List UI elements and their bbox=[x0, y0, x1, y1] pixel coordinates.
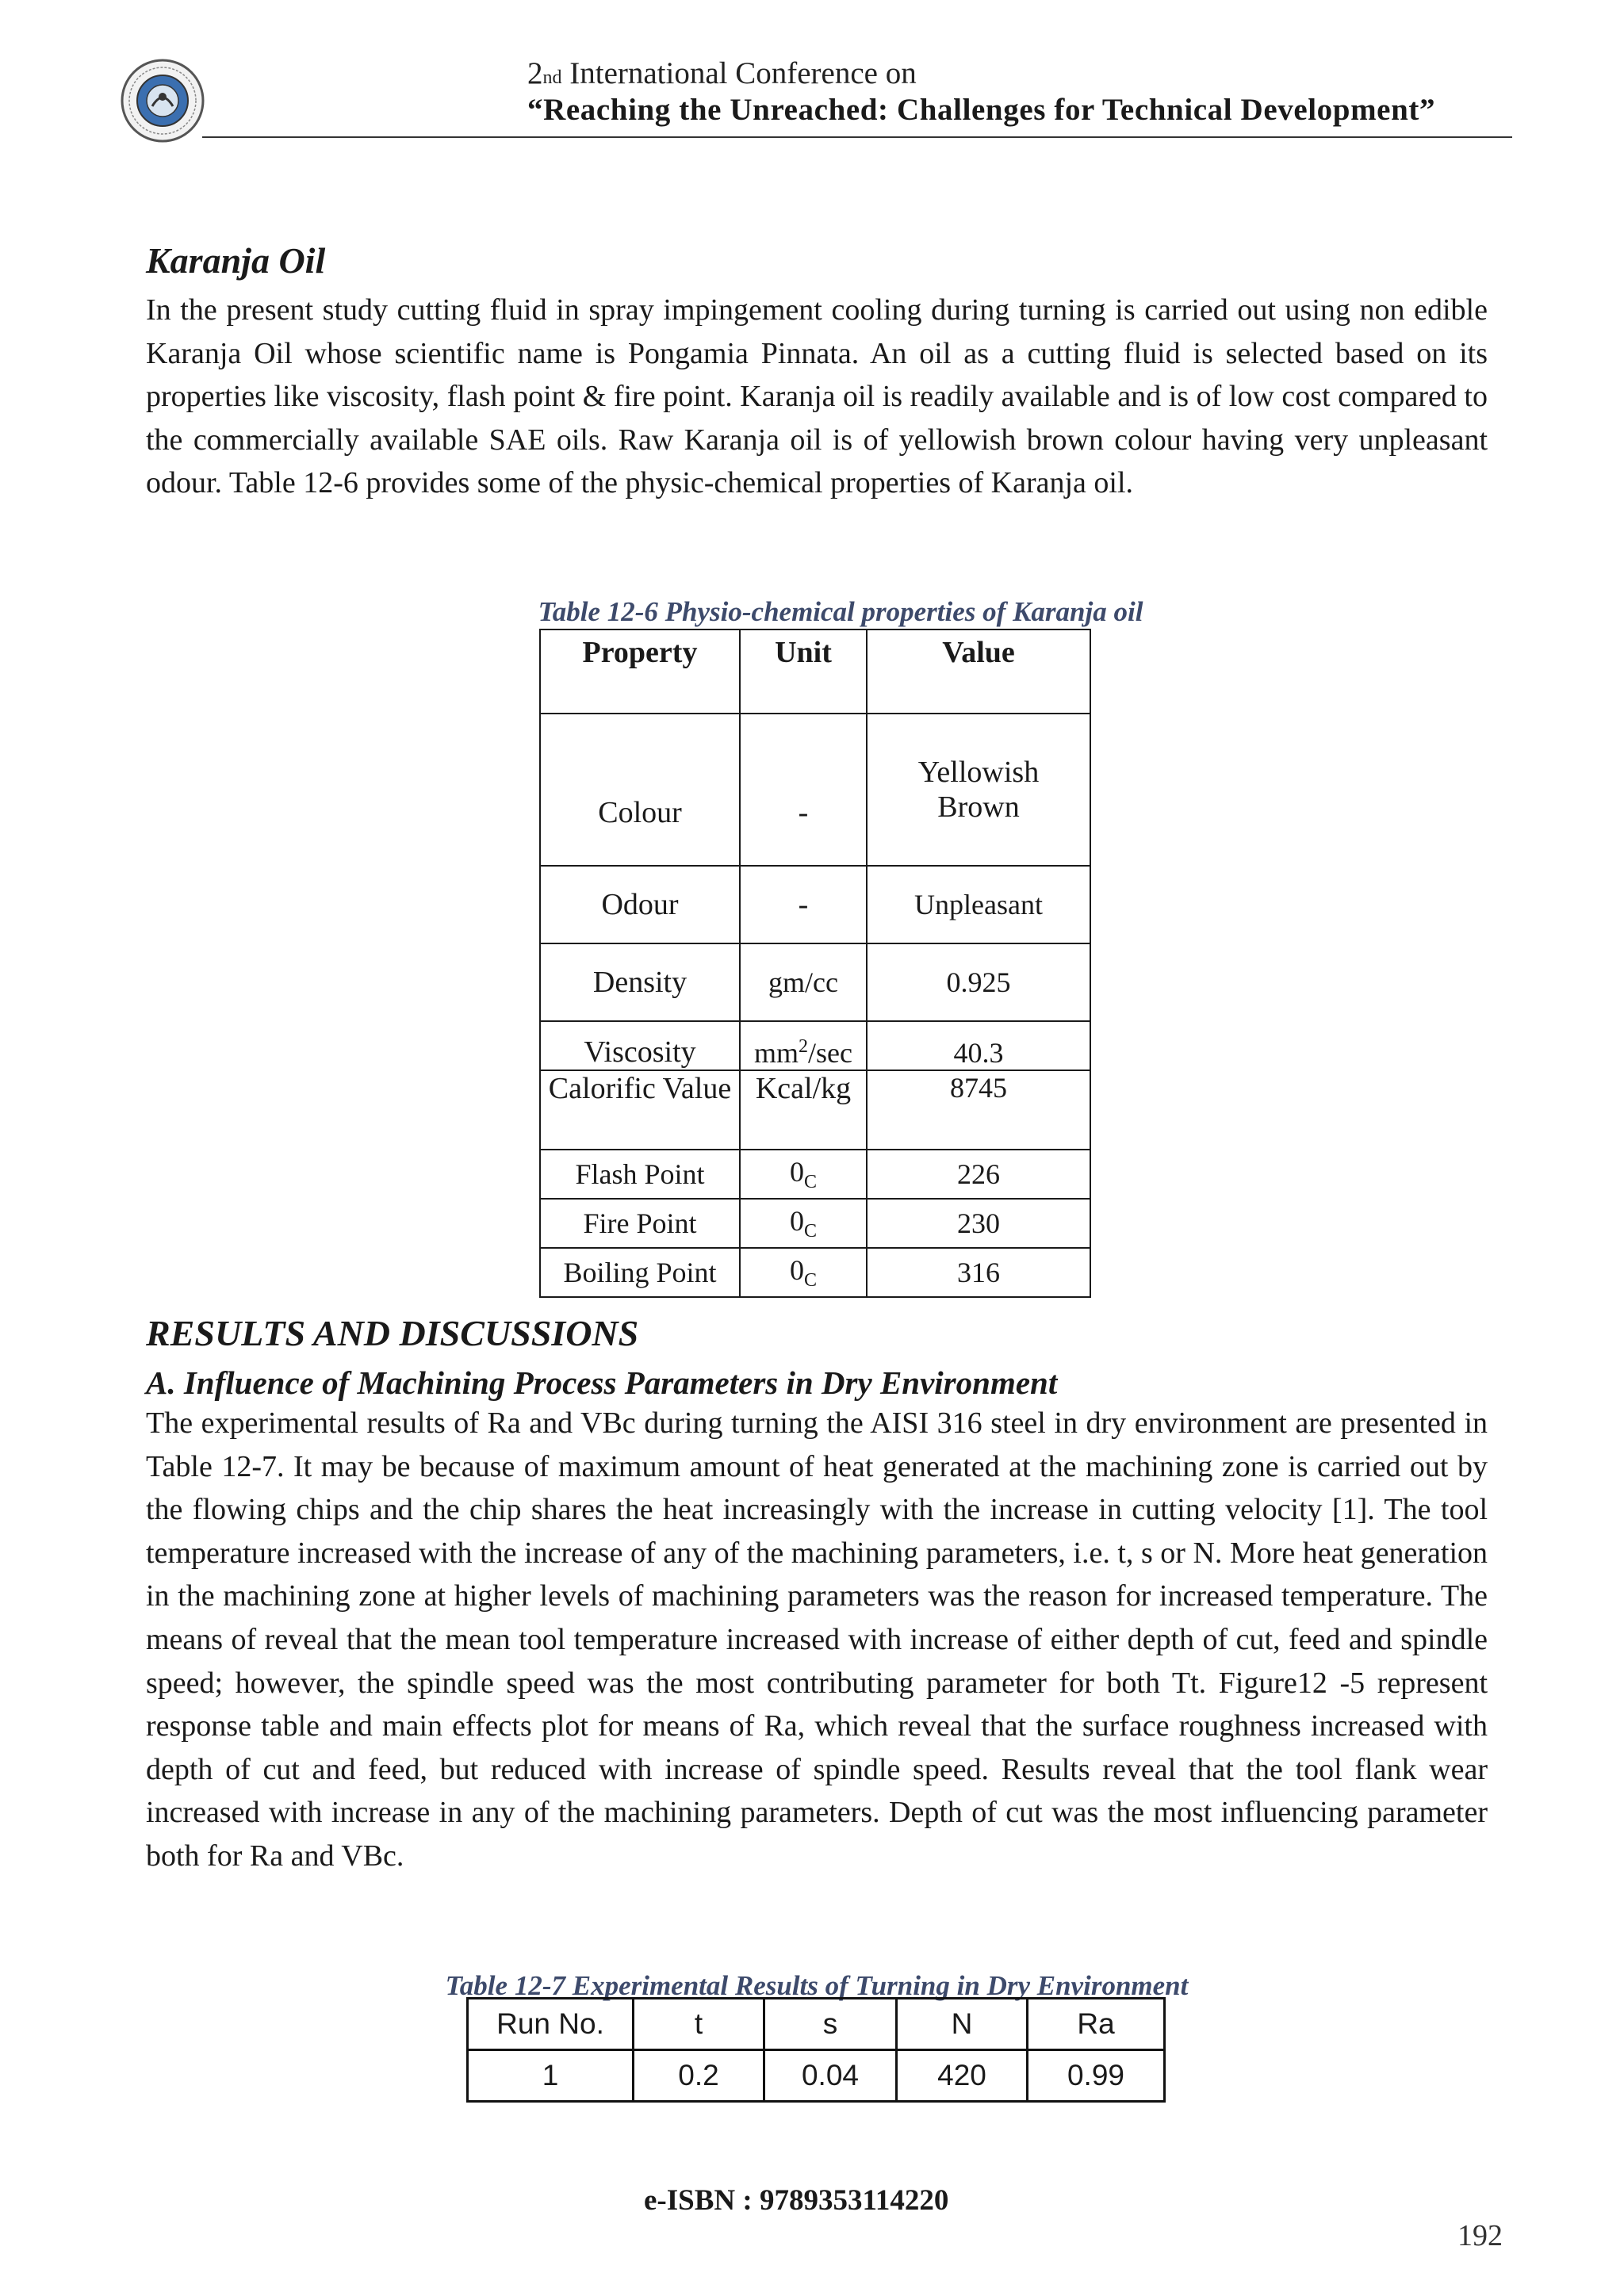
table2-caption: Table 12-7 Experimental Results of Turning in Dry Environment bbox=[445, 1970, 1189, 2001]
cell-run-no: 1 bbox=[468, 2050, 634, 2102]
cell-property: Fire Point bbox=[540, 1199, 740, 1248]
cell-unit: $0_C$ bbox=[740, 1199, 867, 1248]
table-header-row bbox=[468, 1999, 1165, 2050]
cell-ra: 0.99 bbox=[1028, 2050, 1165, 2102]
cell-value: Unpleasant bbox=[867, 866, 1090, 943]
header-rule bbox=[202, 136, 1512, 138]
properties-table bbox=[539, 629, 1091, 1298]
table-row bbox=[468, 2050, 1165, 2102]
cell-unit: gm/cc bbox=[740, 943, 867, 1021]
table-row bbox=[540, 1021, 1090, 1070]
table1-caption: Table 12-6 Physio-chemical properties of Karanja oil bbox=[538, 596, 1143, 627]
table-row bbox=[540, 714, 1090, 866]
cell-unit: $mm^2/\sec$ bbox=[740, 1021, 867, 1070]
header-t: t bbox=[634, 1999, 764, 2050]
cell-s: 0.04 bbox=[764, 2050, 897, 2102]
header-property: Property bbox=[540, 629, 740, 714]
cell-value: 230 bbox=[867, 1199, 1090, 1248]
section-heading-results: RESULTS AND DISCUSSIONS bbox=[146, 1313, 639, 1353]
page-number: 192 bbox=[1457, 2219, 1503, 2252]
cell-unit: - bbox=[740, 866, 867, 943]
section-heading-karanja-oil: Karanja Oil bbox=[146, 240, 326, 281]
karanja-paragraph: In the present study cutting fluid in spray impingement cooling during turning is carried out using non edible Karanja Oil whose scientific name is Pongamia Pinnata. An oil as a cutting fluid is selected based on its properties like viscosity, flash point & fire point. Karanja oil is readily available and is of low cost compared to the commercially available SAE oils. Raw Karanja oil is of yellowish brown colour having very unpleasant odour. Table 12-6 provides some of the physic-chemical properties of Karanja oil. bbox=[146, 293, 1488, 500]
cell-property: Odour bbox=[540, 866, 740, 943]
cell-value: Yellowish Brown bbox=[867, 714, 1090, 866]
cell-unit: - bbox=[740, 714, 867, 866]
table-row bbox=[540, 1248, 1090, 1297]
table-header-row bbox=[540, 629, 1090, 714]
table-row bbox=[540, 1199, 1090, 1248]
table-row bbox=[540, 1150, 1090, 1199]
header-s: s bbox=[764, 1999, 897, 2050]
table-row bbox=[540, 866, 1090, 943]
header-unit: Unit bbox=[740, 629, 867, 714]
footer-isbn: e-ISBN : 9789353114220 bbox=[644, 2184, 949, 2217]
cell-property: Calorific Value bbox=[540, 1070, 740, 1150]
table-row bbox=[540, 943, 1090, 1021]
cell-t: 0.2 bbox=[634, 2050, 764, 2102]
cell-property: Density bbox=[540, 943, 740, 1021]
header-value: Value bbox=[867, 629, 1090, 714]
cell-value: 0.925 bbox=[867, 943, 1090, 1021]
cell-unit: $0_C$ bbox=[740, 1248, 867, 1297]
conference-logo bbox=[119, 57, 206, 144]
cell-property: Boiling Point bbox=[540, 1248, 740, 1297]
cell-property: Flash Point bbox=[540, 1150, 740, 1199]
cell-value: 40.3 bbox=[867, 1021, 1090, 1070]
cell-property: Viscosity bbox=[540, 1021, 740, 1070]
cell-value: 226 bbox=[867, 1150, 1090, 1199]
conference-title-line1: 2nd International Conference on bbox=[527, 56, 917, 90]
ordinal-suffix: nd bbox=[542, 67, 562, 88]
cell-value: 8745 bbox=[867, 1070, 1090, 1150]
header-ra: Ra bbox=[1028, 1999, 1165, 2050]
conference-title-line2: “Reaching the Unreached: Challenges for Technical Development” bbox=[527, 93, 1436, 127]
cell-value: 316 bbox=[867, 1248, 1090, 1297]
experimental-results-table bbox=[466, 1997, 1166, 2103]
table-row bbox=[540, 1070, 1090, 1150]
results-paragraph: The experimental results of Ra and VBc during turning the AISI 316 steel in dry environment are presented in Table 12-7. It may be because of maximum amount of heat generated at the machining zone is carried out by the flowing chips and the chip shares the heat increasingly with the increase in cutting velocity [1]. The tool temperature increased with the increase of any of the machining parameters, i.e. t, s or N. More heat generation in the machining zone at higher levels of machining parameters was the reason for increased temperature. The means of reveal that the mean tool temperature increased with increase of either depth of cut, feed and spindle speed; however, the spindle speed was the most contributing parameter for both Tt. Figure12 -5 represent response table and main effects plot for means of Ra, which reveal that the surface roughness increased with depth of cut and feed, but reduced with increase of spindle speed. Results reveal that the tool flank wear increased with increase in any of the machining parameters. Depth of cut was the most influencing parameter both for Ra and VBc. bbox=[146, 1406, 1488, 1873]
cell-unit: $0_C$ bbox=[740, 1150, 867, 1199]
subsection-heading-dry-environment: A. Influence of Machining Process Parameters in Dry Environment bbox=[146, 1364, 1058, 1401]
cell-unit: Kcal/kg bbox=[740, 1070, 867, 1150]
cell-n: 420 bbox=[897, 2050, 1028, 2102]
header-n: N bbox=[897, 1999, 1028, 2050]
header-run-no: Run No. bbox=[468, 1999, 634, 2050]
cell-property: Colour bbox=[540, 714, 740, 866]
